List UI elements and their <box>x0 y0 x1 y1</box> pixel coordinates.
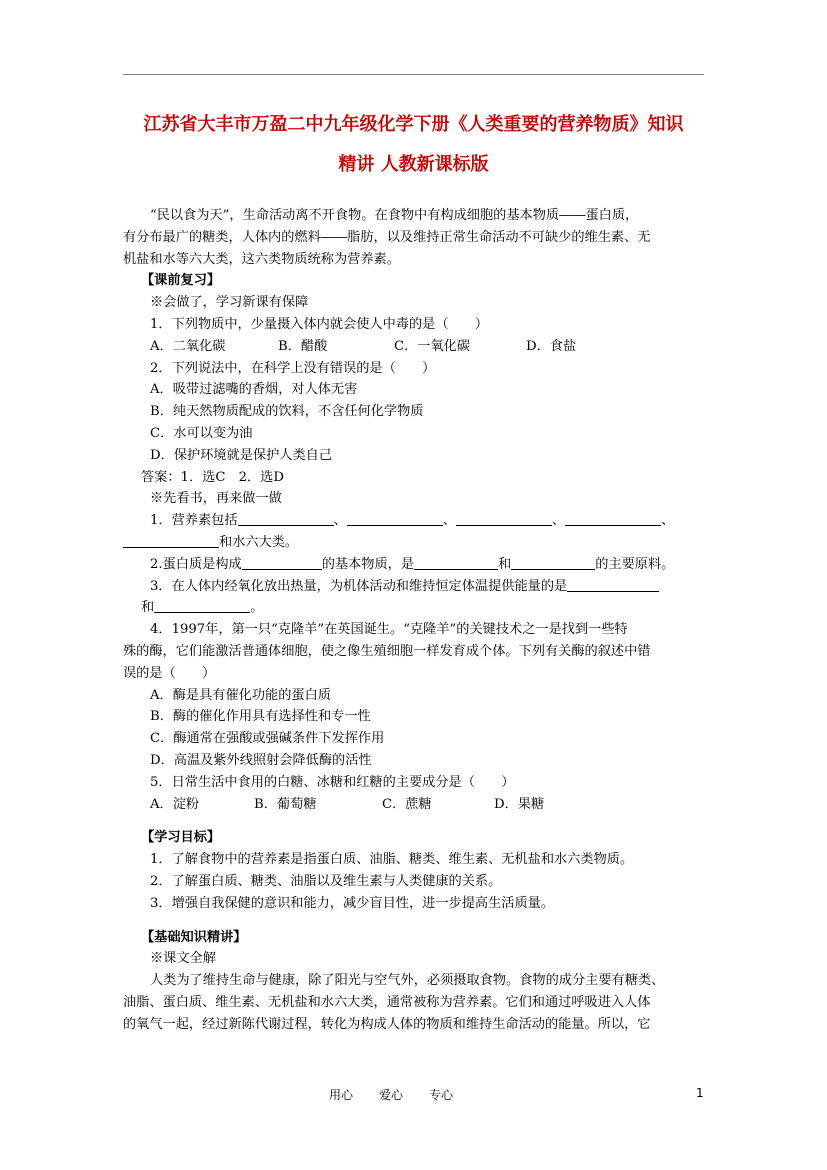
fill-text: 、 <box>661 513 675 529</box>
question-4: 殊的酶，它们能激活普通体细胞，使之像生殖细胞一样发育成个体。下列有关酶的叙述中错 <box>123 643 651 659</box>
title-line-1: 江苏省大丰市万盈二中九年级化学下册《人类重要的营养物质》知识 <box>143 114 684 135</box>
fill-text: 和 <box>498 556 512 572</box>
option: D．食盐 <box>526 338 577 354</box>
basics-paragraph: 油脂、蛋白质、维生素、无机盐和水六大类，通常被称为营养素。它们和通过呼吸进入人体 <box>123 994 651 1010</box>
option: B．纯天然物质配成的饮料，不含任何化学物质 <box>150 404 424 420</box>
answer-blank[interactable] <box>242 555 322 570</box>
answer-blank[interactable] <box>456 511 552 526</box>
answer-blank[interactable] <box>238 511 334 526</box>
fill-text: 。 <box>250 600 264 616</box>
answer-blank[interactable] <box>414 555 498 570</box>
option: C．一氧化碳 <box>394 338 471 354</box>
fill-text: 3．在人体内经氧化放出热量，为机体活动和维持恒定体温提供能量的是 <box>150 578 568 594</box>
option: C．蔗糖 <box>382 796 432 812</box>
goals-heading: 【学习目标】 <box>141 830 221 846</box>
question-5-options <box>123 794 704 816</box>
question-1-options <box>123 336 704 358</box>
basics-heading: 【基础知识精讲】 <box>141 929 247 945</box>
review-note-2: ※先看书，再来做一做 <box>150 491 282 507</box>
fill-text: 、 <box>551 513 566 529</box>
answer-blank[interactable] <box>565 511 661 526</box>
answer-line: 答案：1．选C 2．选D <box>141 469 284 485</box>
fill-in-1-cont <box>123 532 704 554</box>
question-2: 2．下列说法中，在科学上没有错误的是（ ） <box>150 360 436 376</box>
footer-word: 爱心 <box>379 1088 404 1102</box>
option: A．淀粉 <box>150 796 200 812</box>
option: C．水可以变为油 <box>150 425 253 441</box>
fill-in-3-cont <box>123 597 704 619</box>
question-5: 5．日常生活中食用的白糖、冰糖和红糖的主要成分是（ ） <box>150 774 515 790</box>
fill-in-2 <box>123 554 704 576</box>
option: A．二氧化碳 <box>150 338 226 354</box>
basics-paragraph: 人类为了维持生命与健康，除了阳光与空气外，必须摄取食物。食物的成分主要有糖类、 <box>150 973 665 989</box>
header-rule <box>123 74 704 75</box>
footer-word: 用心 <box>329 1088 354 1102</box>
review-note: ※会做了，学习新课有保障 <box>150 295 309 311</box>
goal-item: 3．增强自我保健的意识和能力，减少盲目性，进一步提高生活质量。 <box>150 895 555 911</box>
answer-blank[interactable] <box>154 598 250 613</box>
option: B．葡萄糖 <box>254 796 317 812</box>
fill-text: 1．营养素包括 <box>150 513 238 529</box>
footer-motto <box>329 1086 479 1103</box>
basics-paragraph: 的氧气一起，经过新陈代谢过程，转化为构成人体的物质和维持生命活动的能量。所以，它 <box>123 1016 651 1032</box>
question-1: 1．下列物质中，少量摄入体内就会使人中毒的是（ ） <box>150 316 489 332</box>
option: D．高温及紫外线照射会降低酶的活性 <box>150 752 372 768</box>
fill-in-1 <box>123 510 704 532</box>
option: C．酶通常在强酸或强碱条件下发挥作用 <box>150 731 385 747</box>
option: A．酶是具有催化功能的蛋白质 <box>150 687 331 703</box>
footer-word: 专心 <box>429 1088 454 1102</box>
fill-text: 和 <box>141 600 155 616</box>
option: B．醋酸 <box>278 338 328 354</box>
option: D．果糖 <box>494 796 545 812</box>
intro-line: 有分布最广的糖类，人体内的燃料――脂肪，以及维持正常生命活动不可缺少的维生素、无 <box>123 229 651 245</box>
review-heading: 【课前复习】 <box>141 273 221 289</box>
fill-text: 和水六大类。 <box>219 534 299 550</box>
fill-text: 、 <box>333 513 347 529</box>
option: D．保护环境就是保护人类自己 <box>150 447 333 463</box>
option: A．吸带过滤嘴的香烟，对人体无害 <box>150 382 358 398</box>
answer-blank[interactable] <box>567 577 659 592</box>
fill-text: 、 <box>442 513 456 529</box>
page-number: 1 <box>696 1086 704 1100</box>
fill-text: 的主要原料。 <box>595 556 675 572</box>
fill-text: 的基本物质，是 <box>321 556 415 572</box>
title-line-2: 精讲 人教新课标版 <box>338 154 489 175</box>
goal-item: 1．了解食物中的营养素是指蛋白质、油脂、糖类、维生素、无机盐和水六类物质。 <box>150 852 634 868</box>
intro-line: “民以食为天”，生命活动离不开食物。在食物中有构成细胞的基本物质――蛋白质， <box>150 208 639 223</box>
fill-in-3 <box>123 576 704 598</box>
answer-blank[interactable] <box>511 555 595 570</box>
basics-subheading: ※课文全解 <box>150 951 216 967</box>
question-4: 误的是（ ） <box>123 665 216 681</box>
document-body <box>123 205 704 1035</box>
answer-blank[interactable] <box>123 533 219 548</box>
question-4: 4．1997年，第一只“克隆羊”在英国诞生。“克隆羊”的关键技术之一是找到一些特 <box>150 622 628 638</box>
option: B．酶的催化作用具有选择性和专一性 <box>150 709 371 725</box>
fill-text: 2.蛋白质是构成 <box>150 556 242 572</box>
answer-blank[interactable] <box>347 511 443 526</box>
intro-line: 机盐和水等六大类，这六类物质统称为营养素。 <box>123 251 400 267</box>
goal-item: 2．了解蛋白质、糖类、油脂以及维生素与人类健康的关系。 <box>150 873 502 889</box>
